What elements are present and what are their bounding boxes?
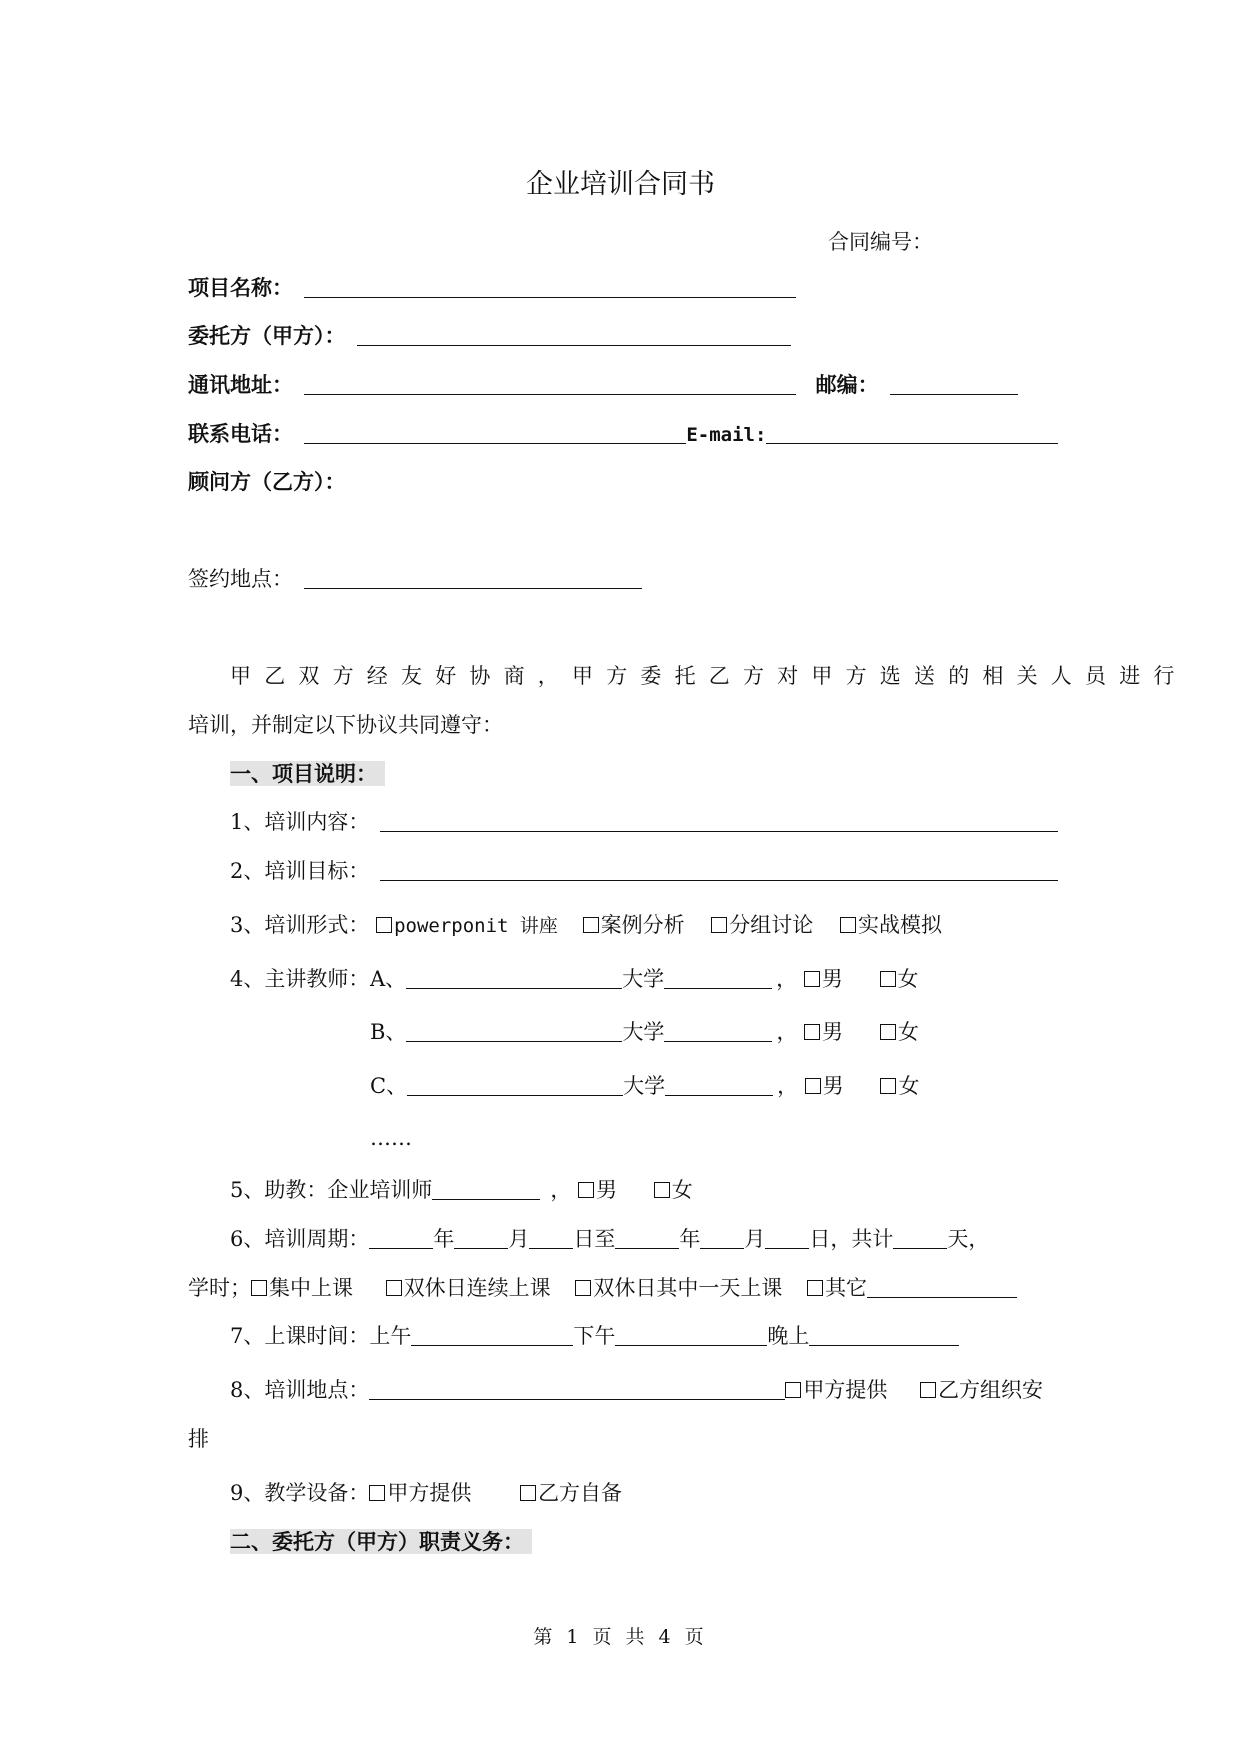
teacher-c-university-blank[interactable] bbox=[665, 1075, 773, 1096]
format-option-lecture[interactable]: powerponit 讲座 bbox=[376, 911, 558, 940]
start-year-blank[interactable] bbox=[369, 1228, 433, 1249]
contract-number-label: 合同编号： bbox=[828, 230, 933, 254]
university-label: 大学 bbox=[622, 1020, 665, 1044]
class-hours-label: 学时； bbox=[188, 1276, 251, 1300]
location-option-wrap: 排 bbox=[188, 1427, 209, 1451]
teacher-b-name-blank[interactable] bbox=[406, 1021, 622, 1042]
project-name-blank[interactable] bbox=[304, 277, 796, 298]
client-row bbox=[188, 322, 791, 350]
checkbox-icon bbox=[880, 1078, 896, 1094]
training-goal-label: 2、培训目标： bbox=[230, 859, 370, 883]
assistant-name-blank[interactable] bbox=[432, 1179, 540, 1200]
client-blank[interactable] bbox=[357, 325, 791, 346]
checkbox-icon bbox=[386, 1280, 402, 1296]
intro-line-1: 甲乙双方经友好协商，甲方委托乙方对甲方选送的相关人员进行 bbox=[230, 664, 1188, 688]
equipment-option-consultant[interactable]: 乙方自备 bbox=[520, 1479, 622, 1507]
training-period-options bbox=[188, 1274, 1017, 1302]
university-label: 大学 bbox=[622, 967, 665, 991]
project-name-row bbox=[188, 274, 796, 302]
teacher-b-label: B、 bbox=[370, 1020, 407, 1044]
afternoon-blank[interactable] bbox=[615, 1325, 767, 1346]
item-training-content bbox=[230, 808, 1058, 836]
training-location-blank[interactable] bbox=[369, 1379, 785, 1400]
university-label: 大学 bbox=[623, 1074, 666, 1098]
end-day-blank[interactable] bbox=[765, 1228, 809, 1249]
equipment-option-client[interactable]: 甲方提供 bbox=[369, 1479, 471, 1507]
phone-label: 联系电话： bbox=[188, 421, 293, 446]
training-format-label: 3、培训形式： bbox=[230, 913, 370, 937]
item-teaching-equipment bbox=[230, 1479, 622, 1507]
teacher-a-female[interactable]: 女 bbox=[880, 965, 919, 993]
email-blank[interactable] bbox=[766, 423, 1058, 444]
section-1-heading-text: 一、项目说明： bbox=[230, 761, 385, 786]
address-row bbox=[188, 371, 1018, 399]
teacher-a-label: A、 bbox=[370, 967, 407, 991]
teacher-c-label: C、 bbox=[370, 1074, 408, 1098]
schedule-option-weekend-both[interactable]: 双休日连续上课 bbox=[386, 1274, 551, 1302]
class-time-label: 7、上课时间： bbox=[230, 1324, 370, 1348]
checkbox-icon bbox=[520, 1485, 536, 1501]
signing-place-label: 签约地点： bbox=[188, 567, 293, 591]
schedule-option-other[interactable]: 其它 bbox=[807, 1274, 867, 1302]
assistant-female[interactable]: 女 bbox=[654, 1176, 693, 1204]
email-label: E-mail: bbox=[686, 424, 767, 446]
signing-place-blank[interactable] bbox=[304, 568, 642, 589]
format-option-group[interactable]: 分组讨论 bbox=[711, 911, 813, 939]
phone-row bbox=[188, 420, 1058, 449]
end-month-blank[interactable] bbox=[700, 1228, 744, 1249]
start-day-blank[interactable] bbox=[529, 1228, 573, 1249]
checkbox-icon bbox=[805, 1078, 821, 1094]
teacher-c-name-blank[interactable] bbox=[407, 1075, 623, 1096]
checkbox-icon bbox=[920, 1382, 936, 1398]
checkbox-icon bbox=[785, 1382, 801, 1398]
document-title: 企业培训合同书 bbox=[526, 169, 715, 200]
address-label: 通讯地址： bbox=[188, 372, 293, 397]
postcode-label: 邮编： bbox=[815, 372, 879, 397]
end-year-blank[interactable] bbox=[615, 1228, 679, 1249]
checkbox-icon bbox=[804, 1024, 820, 1040]
phone-blank[interactable] bbox=[304, 423, 686, 444]
location-option-consultant[interactable]: 乙方组织安 bbox=[920, 1376, 1043, 1404]
training-content-blank[interactable] bbox=[380, 811, 1058, 832]
schedule-option-intensive[interactable]: 集中上课 bbox=[251, 1274, 353, 1302]
item-training-format bbox=[230, 911, 942, 940]
teacher-c-female[interactable]: 女 bbox=[880, 1072, 919, 1100]
checkbox-icon bbox=[880, 1024, 896, 1040]
teacher-b-male[interactable]: 男 bbox=[804, 1018, 843, 1046]
training-content-label: 1、培训内容： bbox=[230, 810, 370, 834]
teacher-ellipsis: …… bbox=[370, 1126, 412, 1150]
signing-place-row bbox=[188, 565, 642, 593]
checkbox-icon bbox=[711, 917, 727, 933]
morning-blank[interactable] bbox=[411, 1325, 573, 1346]
item-training-period: 6、培训周期： 年 月 日至 年 月 日，共计 天， bbox=[230, 1227, 990, 1251]
teaching-equipment-label: 9、教学设备： bbox=[230, 1481, 370, 1505]
project-name-label: 项目名称： bbox=[188, 275, 293, 300]
teacher-a-male[interactable]: 男 bbox=[804, 965, 843, 993]
assistant-male[interactable]: 男 bbox=[578, 1176, 617, 1204]
checkbox-icon bbox=[840, 917, 856, 933]
page-footer: 第 1 页 共 4 页 bbox=[533, 1626, 708, 1648]
checkbox-icon bbox=[807, 1280, 823, 1296]
postcode-blank[interactable] bbox=[890, 374, 1018, 395]
client-label: 委托方（甲方）： bbox=[188, 323, 346, 348]
evening-blank[interactable] bbox=[809, 1325, 959, 1346]
teacher-row-a: A、 大学 ， 男 女 bbox=[370, 967, 919, 991]
teacher-row-b: B、 大学 ， 男 女 bbox=[370, 1020, 919, 1044]
checkbox-icon bbox=[804, 971, 820, 987]
checkbox-icon bbox=[575, 1280, 591, 1296]
intro-line-2: 培训，并制定以下协议共同遵守： bbox=[188, 713, 503, 737]
item-assistant: 5、助教：企业培训师 ， 男 女 bbox=[230, 1178, 693, 1202]
checkbox-icon bbox=[654, 1182, 670, 1198]
checkbox-icon bbox=[880, 971, 896, 987]
checkbox-icon bbox=[369, 1485, 385, 1501]
item-training-goal bbox=[230, 857, 1058, 885]
start-month-blank[interactable] bbox=[454, 1228, 508, 1249]
teacher-b-university-blank[interactable] bbox=[664, 1021, 772, 1042]
teacher-c-male[interactable]: 男 bbox=[805, 1072, 844, 1100]
total-days-blank[interactable] bbox=[893, 1228, 947, 1249]
assistant-label: 5、助教：企业培训师 bbox=[230, 1178, 433, 1202]
checkbox-icon bbox=[376, 917, 392, 933]
consultant-label: 顾问方（乙方）： bbox=[188, 469, 346, 494]
checkbox-icon bbox=[583, 917, 599, 933]
format-option-case[interactable]: 案例分析 bbox=[583, 911, 685, 939]
item-lead-teacher-label: 4、主讲教师： bbox=[230, 967, 370, 991]
section-1-heading bbox=[230, 760, 385, 788]
teacher-a-university-blank[interactable] bbox=[664, 968, 772, 989]
training-location-label: 8、培训地点： bbox=[230, 1378, 370, 1402]
checkbox-icon bbox=[251, 1280, 267, 1296]
format-option-simulation[interactable]: 实战模拟 bbox=[840, 911, 942, 939]
section-2-heading-text: 二、委托方（甲方）职责义务： bbox=[230, 1529, 532, 1554]
checkbox-icon bbox=[578, 1182, 594, 1198]
training-period-label: 6、培训周期： bbox=[230, 1227, 370, 1251]
teacher-b-female[interactable]: 女 bbox=[880, 1018, 919, 1046]
training-goal-blank[interactable] bbox=[380, 860, 1058, 881]
address-blank[interactable] bbox=[304, 374, 796, 395]
item-class-time: 7、上课时间：上午 下午 晚上 bbox=[230, 1322, 959, 1350]
schedule-option-weekend-one[interactable]: 双休日其中一天上课 bbox=[575, 1274, 782, 1302]
schedule-other-blank[interactable] bbox=[867, 1277, 1017, 1298]
teacher-row-c: C、 大学 ， 男 女 bbox=[370, 1074, 920, 1098]
item-training-location bbox=[230, 1376, 1043, 1404]
location-option-client[interactable]: 甲方提供 bbox=[785, 1376, 887, 1404]
section-2-heading bbox=[230, 1528, 532, 1556]
teacher-a-name-blank[interactable] bbox=[406, 968, 622, 989]
